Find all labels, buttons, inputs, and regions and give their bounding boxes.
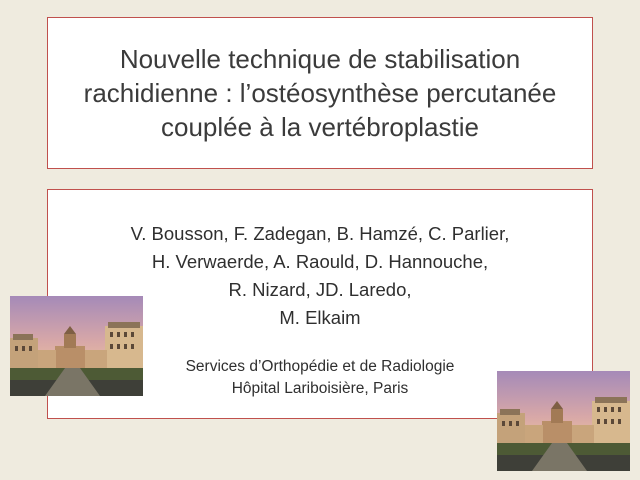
author-line: R. Nizard, JD. Laredo, <box>228 279 412 300</box>
title-line: rachidienne : l’ostéosynthèse percutanée <box>83 78 557 108</box>
author-line: V. Bousson, F. Zadegan, B. Hamzé, C. Parlier, <box>130 223 510 244</box>
author-line: H. Verwaerde, A. Raould, D. Hannouche, <box>151 251 489 272</box>
title-line: couplée à la vertébroplastie <box>161 112 479 142</box>
title-line: Nouvelle technique de stabilisation <box>119 44 521 74</box>
hospital-photo-right <box>497 371 630 471</box>
author-line: M. Elkaim <box>279 307 361 328</box>
title-box <box>47 17 593 169</box>
affiliation-line: Services d’Orthopédie et de Radiologie <box>185 358 455 375</box>
slide-title <box>84 42 557 144</box>
hospital-photo-left <box>10 296 143 396</box>
affiliation-line: Hôpital Lariboisière, Paris <box>231 380 409 397</box>
